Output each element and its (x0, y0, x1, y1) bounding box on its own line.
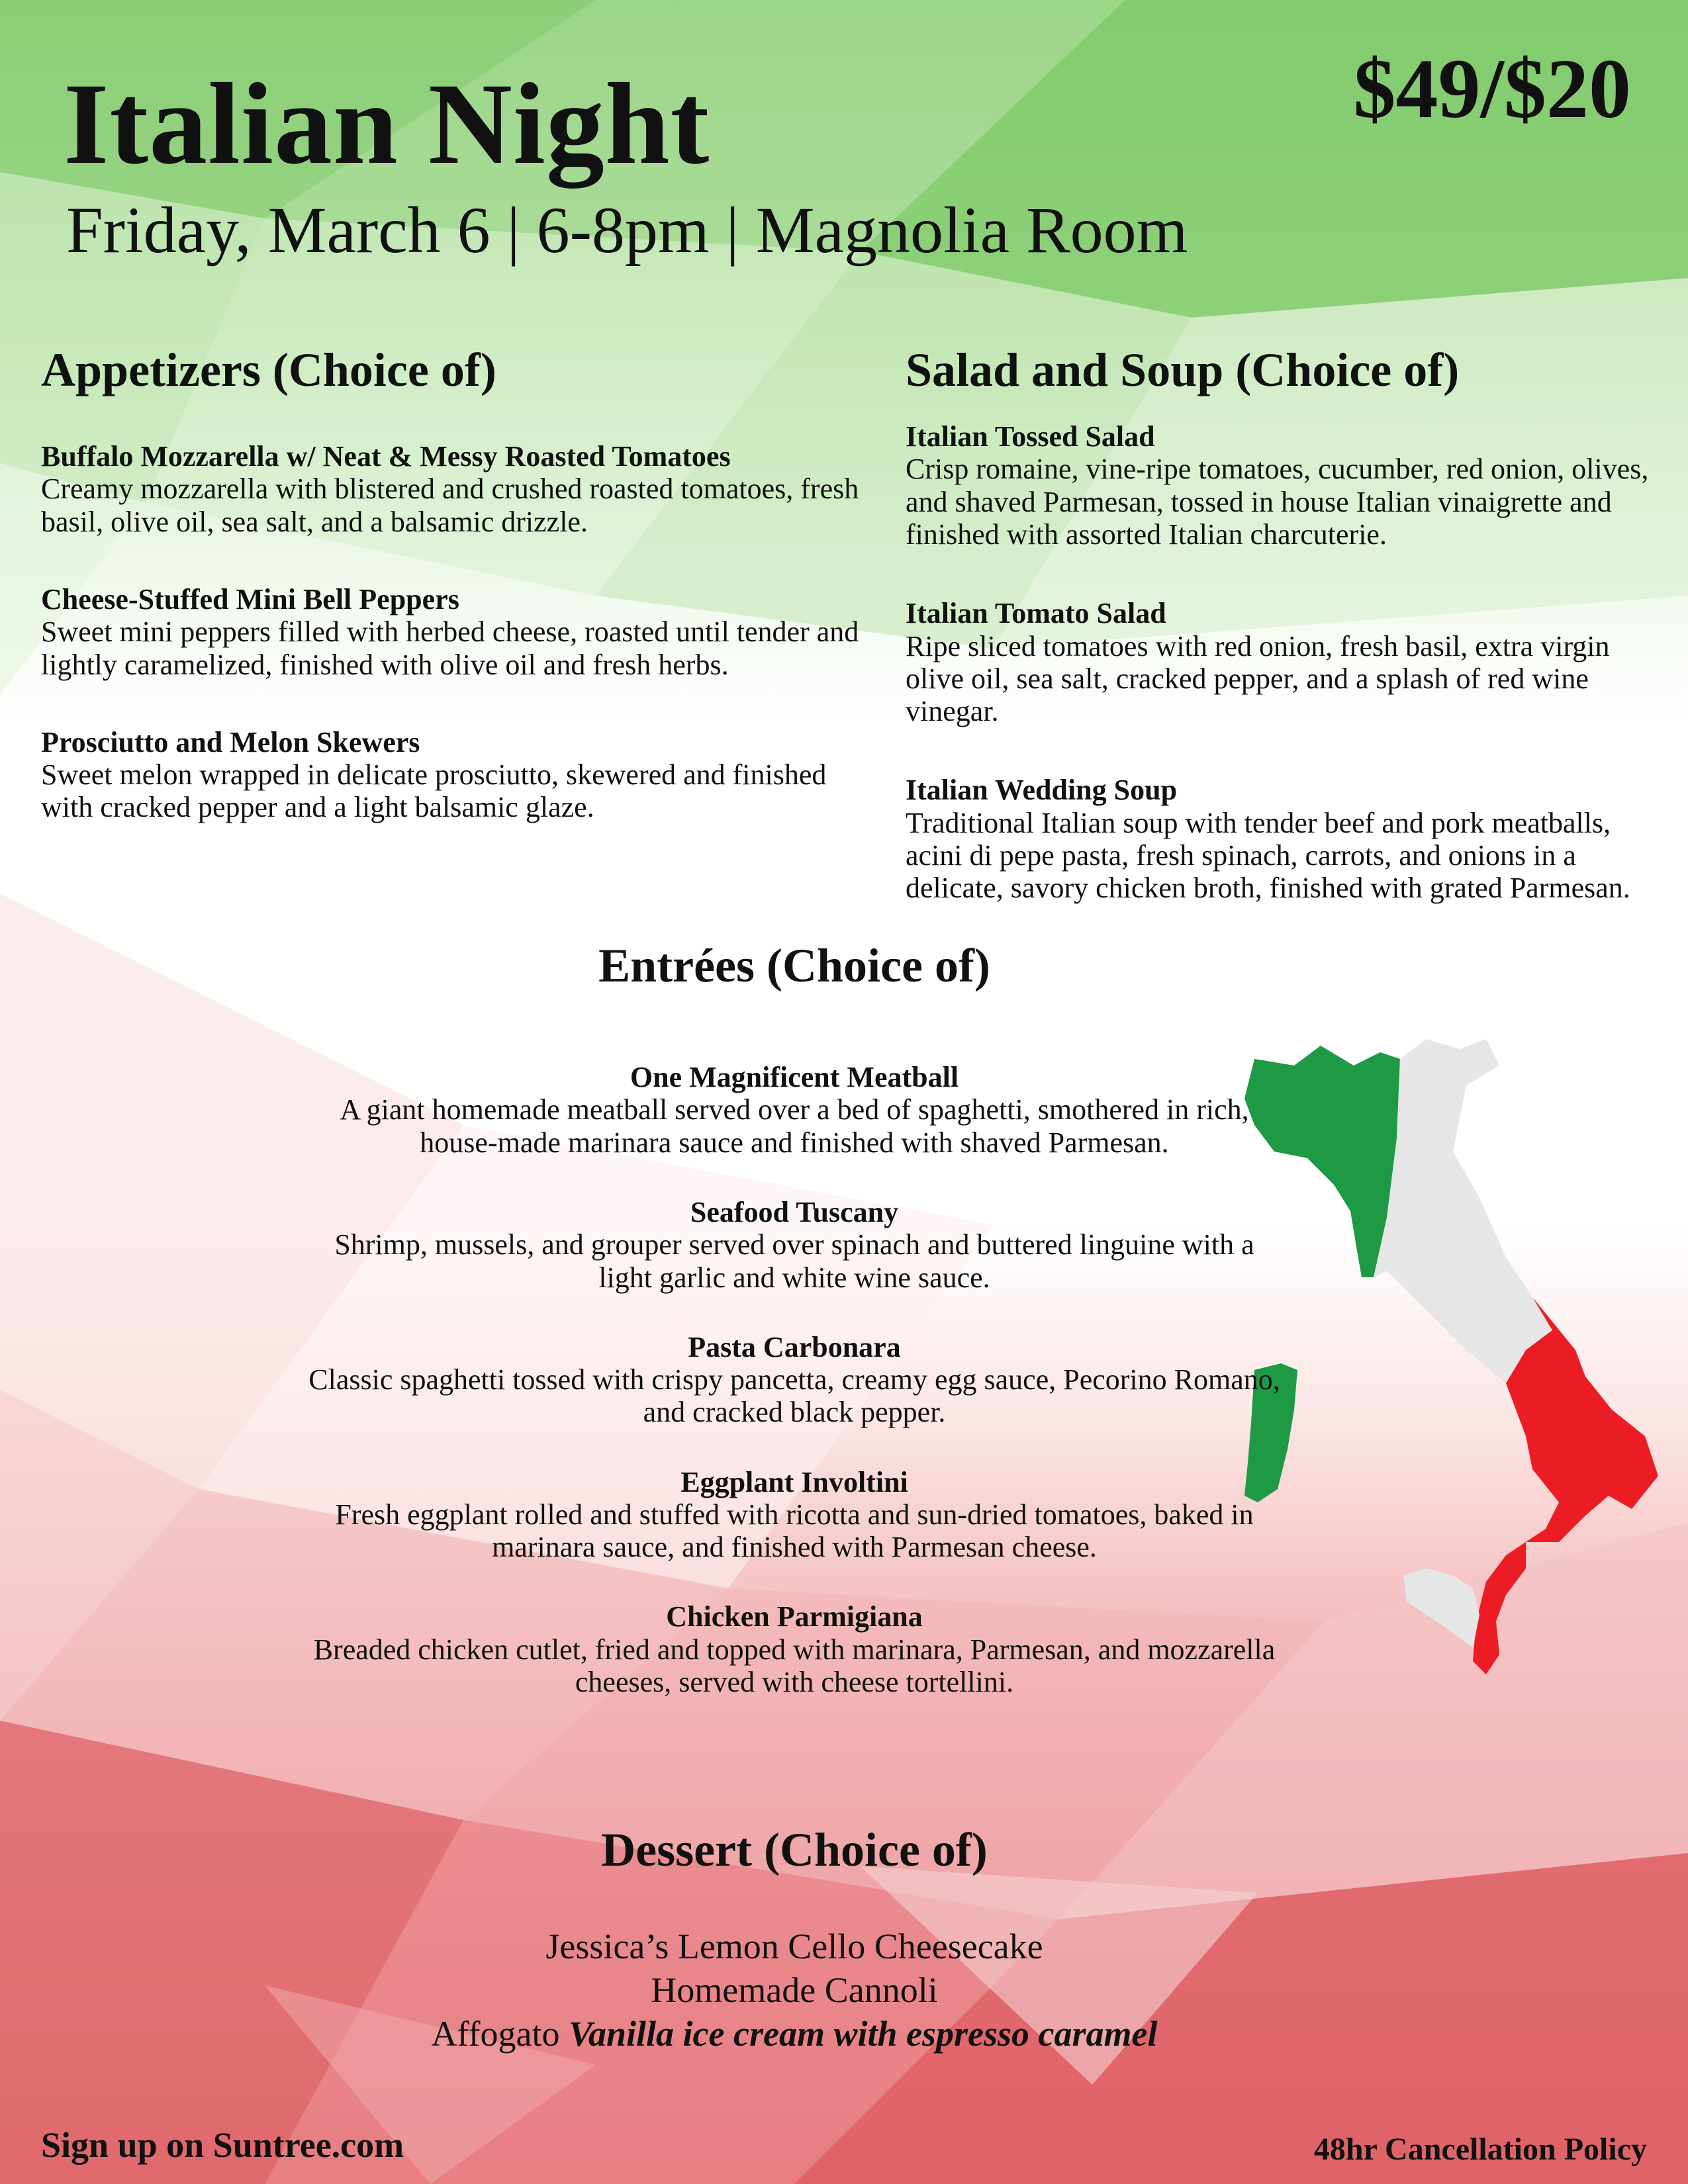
appetizers-heading: Appetizers (Choice of) (41, 343, 496, 396)
menu-item-name: Pasta Carbonara (688, 1330, 901, 1363)
menu-item-description: Crisp romaine, vine-ripe tomatoes, cucumber, red onion, olives, and shaved Parmesan, tossed in house Italian vinaigrette and finished with assorted Italian charcuterie. (906, 453, 1649, 551)
dessert-item-name: Affogato (431, 2013, 560, 2054)
menu-item-name: Italian Wedding Soup (906, 774, 1178, 807)
menu-item (305, 1600, 1284, 1698)
menu-item (305, 1331, 1284, 1429)
dessert-item (305, 1925, 1284, 1969)
menu-item-description: A giant homemade meatball served over a bed of spaghetti, smothered in rich, house-made marinara sauce and finished with shaved Parmesan. (340, 1093, 1249, 1159)
entrees-heading: Entrées (Choice of) (598, 939, 990, 992)
menu-item (906, 597, 1667, 727)
menu-item-name: Italian Tomato Salad (906, 597, 1166, 630)
menu-item-description: Traditional Italian soup with tender beef and pork meatballs, acini di pepe pasta, fresh spinach, carrots, and onions in a delicate, savory chicken broth, finished with grated Parmesan. (906, 806, 1630, 905)
dessert-item (305, 2013, 1284, 2056)
dessert-item-note: Vanilla ice cream with espresso caramel (568, 2013, 1158, 2054)
salad-soup-heading: Salad and Soup (Choice of) (906, 343, 1460, 396)
menu-item-description: Shrimp, mussels, and grouper served over spinach and buttered linguine with a light garlic and white wine sauce. (334, 1228, 1254, 1294)
menu-item-name: Seafood Tuscany (690, 1195, 899, 1228)
menu-item-description: Creamy mozzarella with blistered and crushed roasted tomatoes, fresh basil, olive oil, sea salt, and a balsamic drizzle. (41, 473, 859, 538)
menu-item-name: Prosciutto and Melon Skewers (41, 725, 420, 758)
menu-item (305, 1466, 1284, 1564)
page-title: Italian Night (64, 60, 710, 189)
menu-item-description: Sweet melon wrapped in delicate prosciutto, skewered and finished with cracked pepper and a light balsamic glaze. (41, 758, 827, 824)
dessert-item (305, 1969, 1284, 2013)
menu-item (906, 774, 1667, 904)
signup-link[interactable]: Sign up on Suntree.com (41, 2125, 404, 2165)
menu-item (41, 583, 868, 681)
menu-item-description: Fresh eggplant rolled and stuffed with ricotta and sun-dried tomatoes, baked in marinara sauce, and finished with Parmesan cheese. (335, 1498, 1254, 1564)
appetizers-section (41, 344, 868, 869)
menu-item-description: Breaded chicken cutlet, fried and topped with marinara, Parmesan, and mozzarella cheeses, served with cheese tortellini. (313, 1633, 1276, 1698)
menu-item-description: Sweet mini peppers filled with herbed cheese, roasted until tender and lightly caramelized, finished with olive oil and fresh herbs. (41, 615, 859, 681)
event-details: Friday, March 6 | 6-8pm | Magnolia Room (66, 193, 1188, 267)
dessert-item-name: Homemade Cannoli (651, 1970, 938, 2011)
price-tag: $49/$20 (1353, 42, 1631, 136)
menu-item-name: Italian Tossed Salad (906, 420, 1155, 453)
menu-item (305, 1061, 1284, 1159)
dessert-section (305, 1824, 1284, 2056)
cancellation-policy: 48hr Cancellation Policy (1313, 2132, 1647, 2167)
menu-item (41, 440, 868, 538)
menu-item-name: One Magnificent Meatball (630, 1061, 959, 1094)
menu-item-name: Chicken Parmigiana (666, 1600, 923, 1633)
menu-item-description: Ripe sliced tomatoes with red onion, fresh basil, extra virgin olive oil, sea salt, cracked pepper, and a splash of red wine vinegar. (906, 629, 1610, 728)
menu-item-description: Classic spaghetti tossed with crispy pancetta, creamy egg sauce, Pecorino Romano, and cracked black pepper. (308, 1363, 1280, 1429)
dessert-heading: Dessert (Choice of) (601, 1823, 988, 1876)
menu-item-name: Eggplant Involtini (680, 1465, 908, 1498)
menu-item-name: Buffalo Mozzarella w/ Neat & Messy Roasted Tomatoes (41, 440, 731, 473)
menu-item-name: Cheese-Stuffed Mini Bell Peppers (41, 582, 459, 615)
entrees-section (305, 940, 1284, 1735)
salad-soup-section (906, 344, 1667, 950)
menu-item (41, 726, 868, 824)
menu-item (305, 1196, 1284, 1294)
menu-item (906, 420, 1667, 551)
dessert-item-name: Jessica’s Lemon Cello Cheesecake (545, 1927, 1043, 1967)
